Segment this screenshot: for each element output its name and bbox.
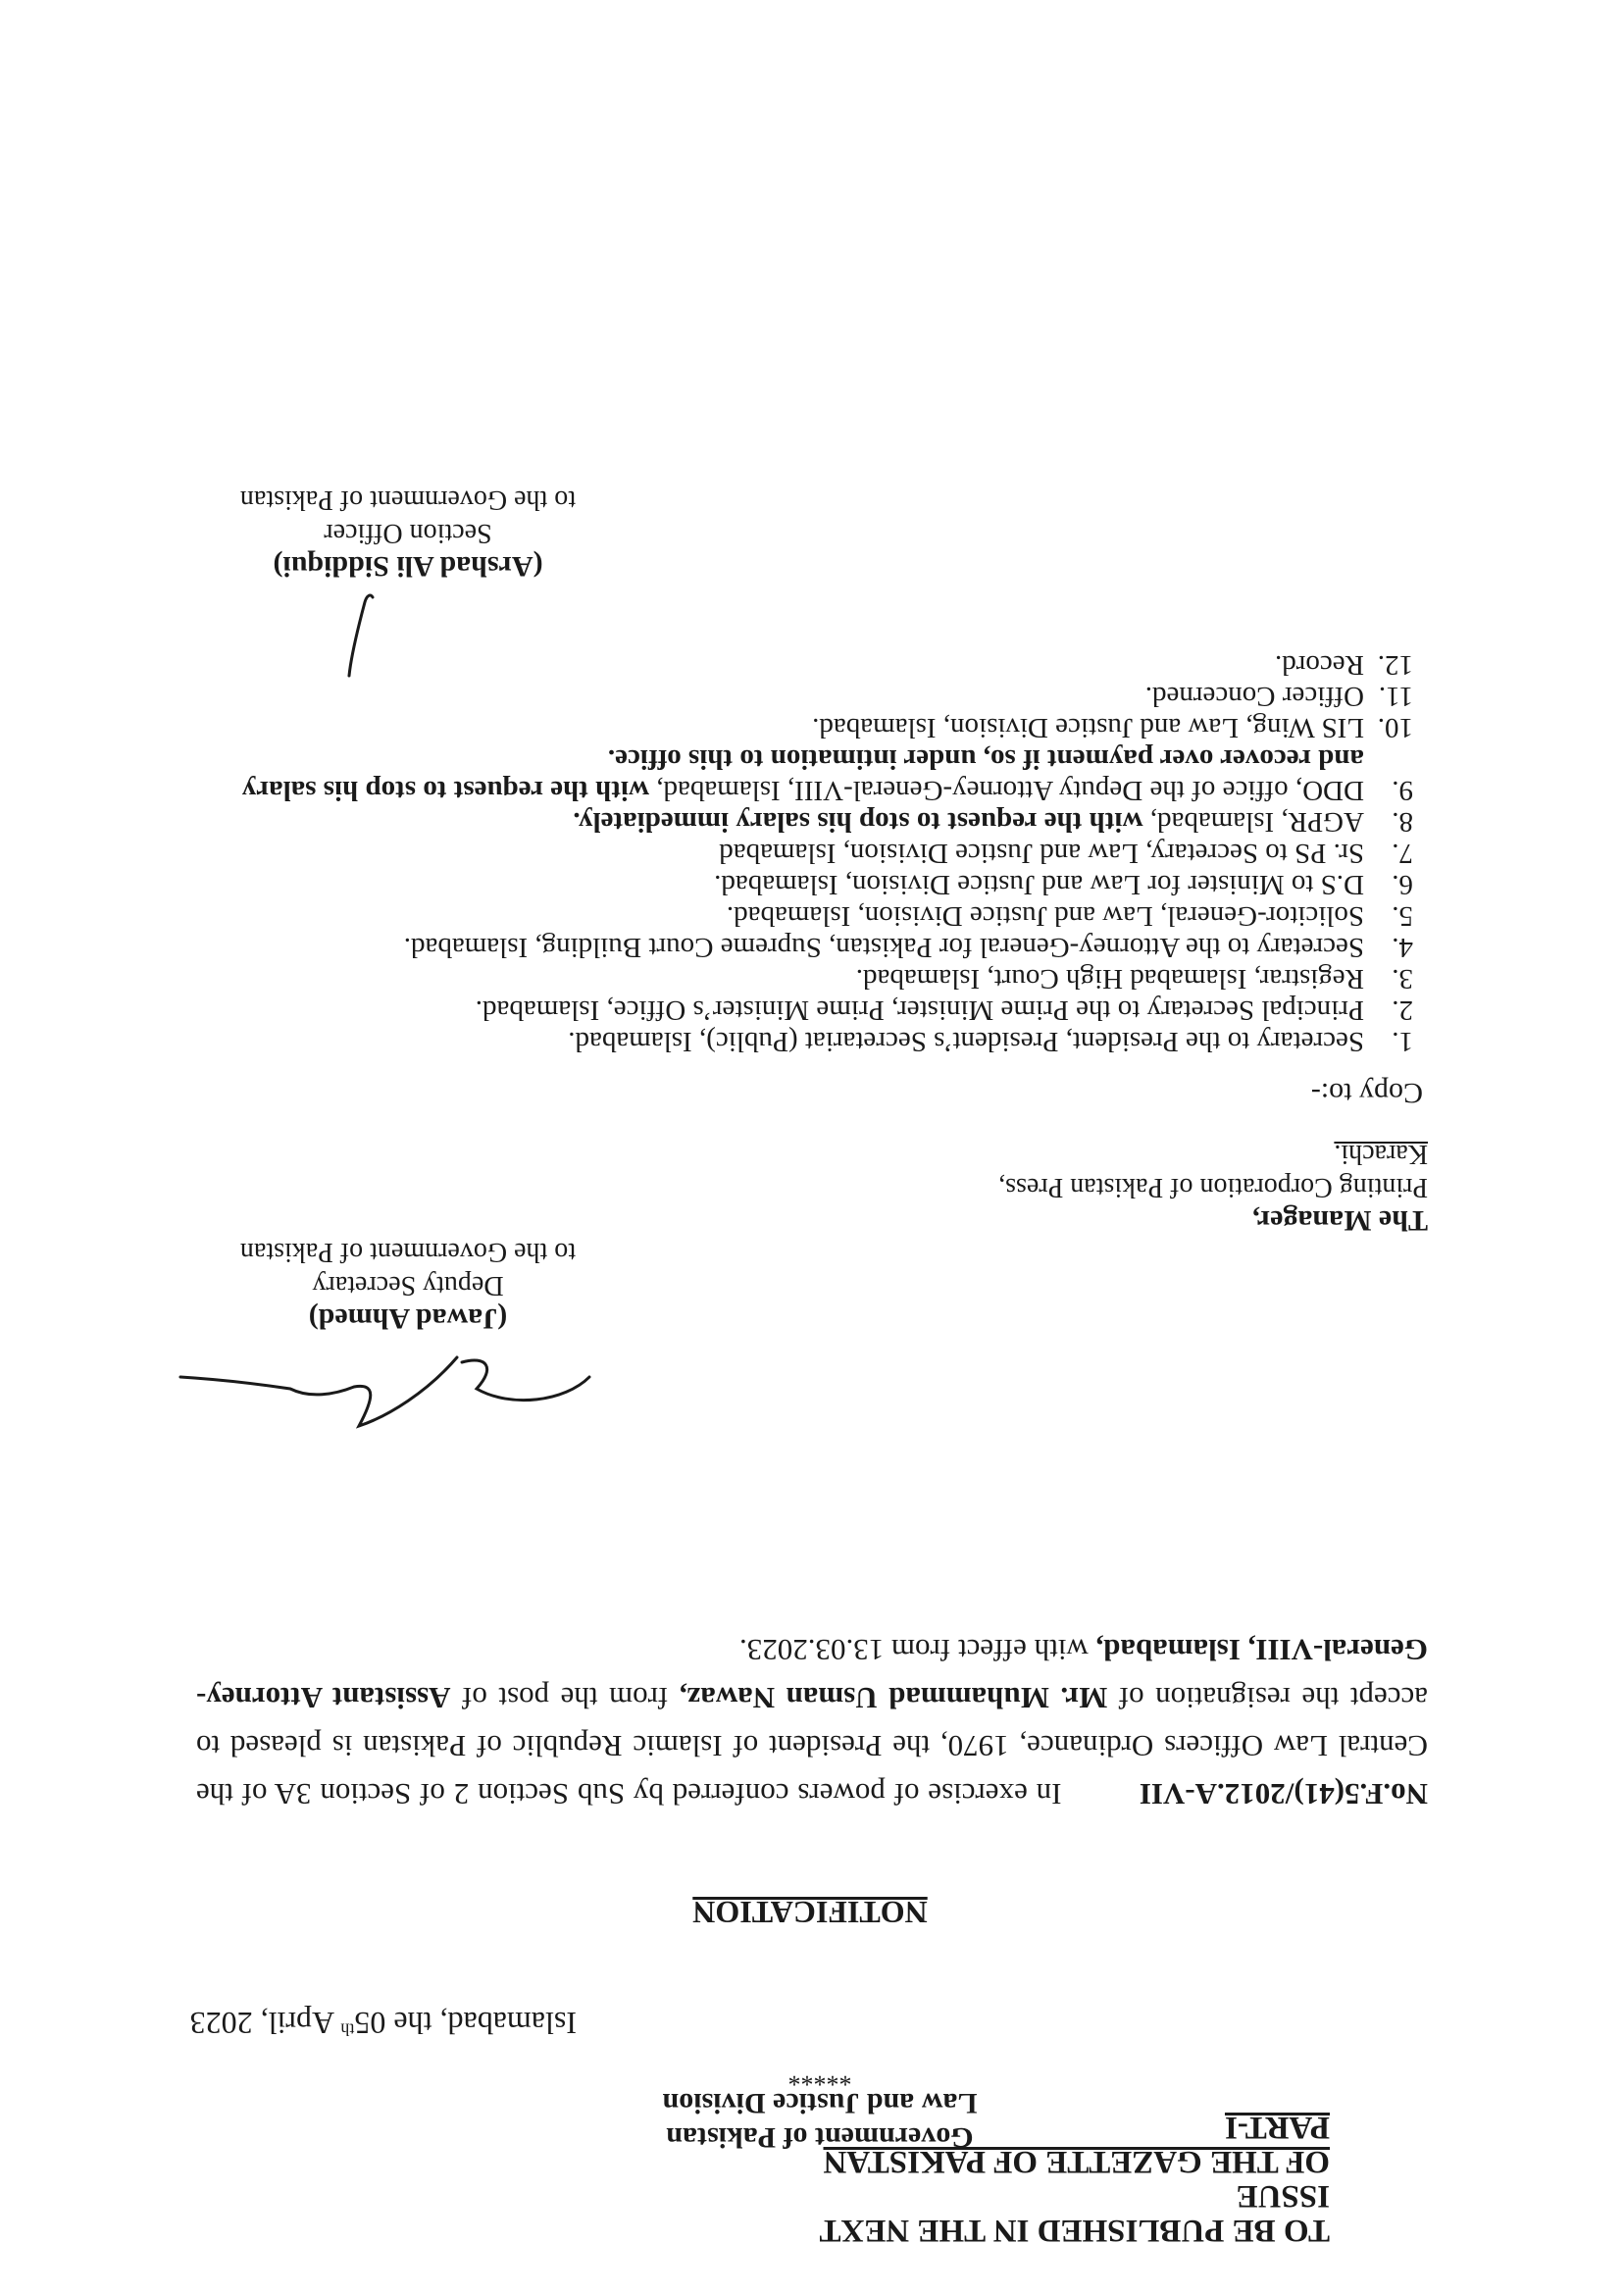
list-item-text: Registrar, Islamabad High Court, Islamabad. <box>855 963 1364 994</box>
list-item <box>202 1026 1413 1057</box>
signatory1-name: (Jawad Ahmed) <box>308 1302 508 1335</box>
list-item-text: LIS Wing, Law and Justice Division, Islamabad. <box>812 712 1364 743</box>
list-item-text: AGPR, Islamabad, <box>1142 806 1364 838</box>
signatory2-name: (Arshad Ali Siddiqui) <box>273 550 543 583</box>
list-item <box>202 869 1413 900</box>
list-item-number: 6. <box>1392 869 1413 900</box>
list-item <box>202 806 1413 838</box>
list-item-number: 7. <box>1392 838 1413 869</box>
addressee-line1: Printing Corporation of Pakistan Press, <box>998 1172 1428 1202</box>
list-item-number: 3. <box>1392 963 1413 994</box>
date-suffix-sup: th <box>340 2019 355 2040</box>
date-suffix: April, 2023 <box>189 2006 341 2041</box>
list-item-number: 8. <box>1392 806 1413 838</box>
list-item-text: Secretary to the Attorney-General for Pakistan, Supreme Court Building, Islamabad. <box>403 932 1364 963</box>
office-stars: ***** <box>787 2063 852 2091</box>
addressee-line2: Karachi. <box>1334 1139 1428 1169</box>
list-item <box>202 932 1413 963</box>
list-item-number: 9. <box>1392 775 1413 806</box>
list-item <box>202 900 1413 932</box>
list-item-number: 11. <box>1378 681 1413 712</box>
list-item-text: DDO, office of the Deputy Attorney-General-VIII, Islamabad, <box>648 775 1364 806</box>
list-item-text: Solicitor-General, Law and Justice Division, Islamabad. <box>726 900 1364 932</box>
copy-to-label: Copy to:- <box>1310 1077 1423 1109</box>
body-text-1: In exercise of powers conferred by Sub Section 2 of Section 3A of the Central Law Officers Ordinance, 1970, the President of Islamic Republic of Pakistan is pleased to accept the resignation of <box>196 1681 1428 1811</box>
signatory2-block <box>202 483 614 583</box>
list-item-number: 1. <box>1392 1026 1413 1057</box>
list-item-number: 5. <box>1392 900 1413 932</box>
signatory1-org: to the Government of Pakistan <box>239 1237 577 1267</box>
list-item <box>202 838 1413 869</box>
list-item-number: 2. <box>1392 994 1413 1026</box>
office-line1: Government of Pakistan <box>666 2121 974 2154</box>
list-item-bold-text: with the request to stop his salary immediately. <box>573 806 1143 838</box>
addressee-block <box>839 1137 1428 1237</box>
list-item-text: Secretary to the President, President’s Secretariat (Public), Islamabad. <box>568 1026 1364 1057</box>
list-item-text: Officer Concerned. <box>1144 681 1364 712</box>
signatory2-org: to the Government of Pakistan <box>239 484 577 515</box>
signatory1-designation: Deputy Secretary <box>312 1270 504 1300</box>
list-item-text: Sr. PS to Secretary, Law and Justice Division, Islamabad <box>719 838 1364 869</box>
signatory1-block <box>202 1235 614 1335</box>
list-item-number: 12. <box>1377 649 1413 681</box>
body-text-2: from the post of <box>450 1681 680 1715</box>
signature-jawad-ahmed <box>173 1328 604 1455</box>
list-item-number: 4. <box>1392 932 1413 963</box>
list-item-number: 10. <box>1377 712 1413 743</box>
post-name: Assistant Attorney-General-VIII, Islamabad, <box>196 1633 1428 1715</box>
gazette-header-line1: TO BE PUBLISHED IN THE NEXT ISSUE <box>820 2178 1330 2248</box>
list-item-text: Principal Secretary to the Prime Minister, Prime Minister’s Office, Islamabad. <box>475 994 1364 1026</box>
date-line <box>190 2005 577 2041</box>
body-text-3: with effect from 13.03.2023. <box>738 1633 1096 1667</box>
office-block <box>565 2063 1075 2155</box>
notification-body <box>196 1626 1428 1818</box>
copy-to-list <box>202 649 1413 1057</box>
list-item-bold-text: with the request to stop his salary and recover over payment if so, under intimation to this office. <box>241 743 1364 806</box>
person-name: Mr. Muhammad Usman Nawaz, <box>679 1681 1108 1715</box>
list-item <box>202 712 1413 743</box>
list-item <box>202 743 1413 806</box>
notification-title: NOTIFICATION <box>692 1895 928 1930</box>
gazette-header-line2: OF THE GAZETTE OF PAKISTAN PART-I <box>823 2110 1330 2179</box>
signatory2-designation: Section Officer <box>324 518 492 548</box>
office-line2: Law and Justice Division <box>662 2087 978 2119</box>
addressee-title: The Manager, <box>1252 1204 1428 1237</box>
list-item-text: Record. <box>1275 649 1364 681</box>
date-prefix: Islamabad, the 05 <box>354 2006 577 2041</box>
list-item-text: D.S to Minister for Law and Justice Division, Islamabad. <box>714 869 1364 900</box>
signature-arshad-ali-siddiqui <box>330 587 388 686</box>
list-item <box>202 994 1413 1026</box>
list-item <box>202 963 1413 994</box>
reference-number: No.F.5(41)/2012.A-VII <box>1139 1777 1428 1811</box>
notification-title-wrap <box>624 1895 996 1929</box>
